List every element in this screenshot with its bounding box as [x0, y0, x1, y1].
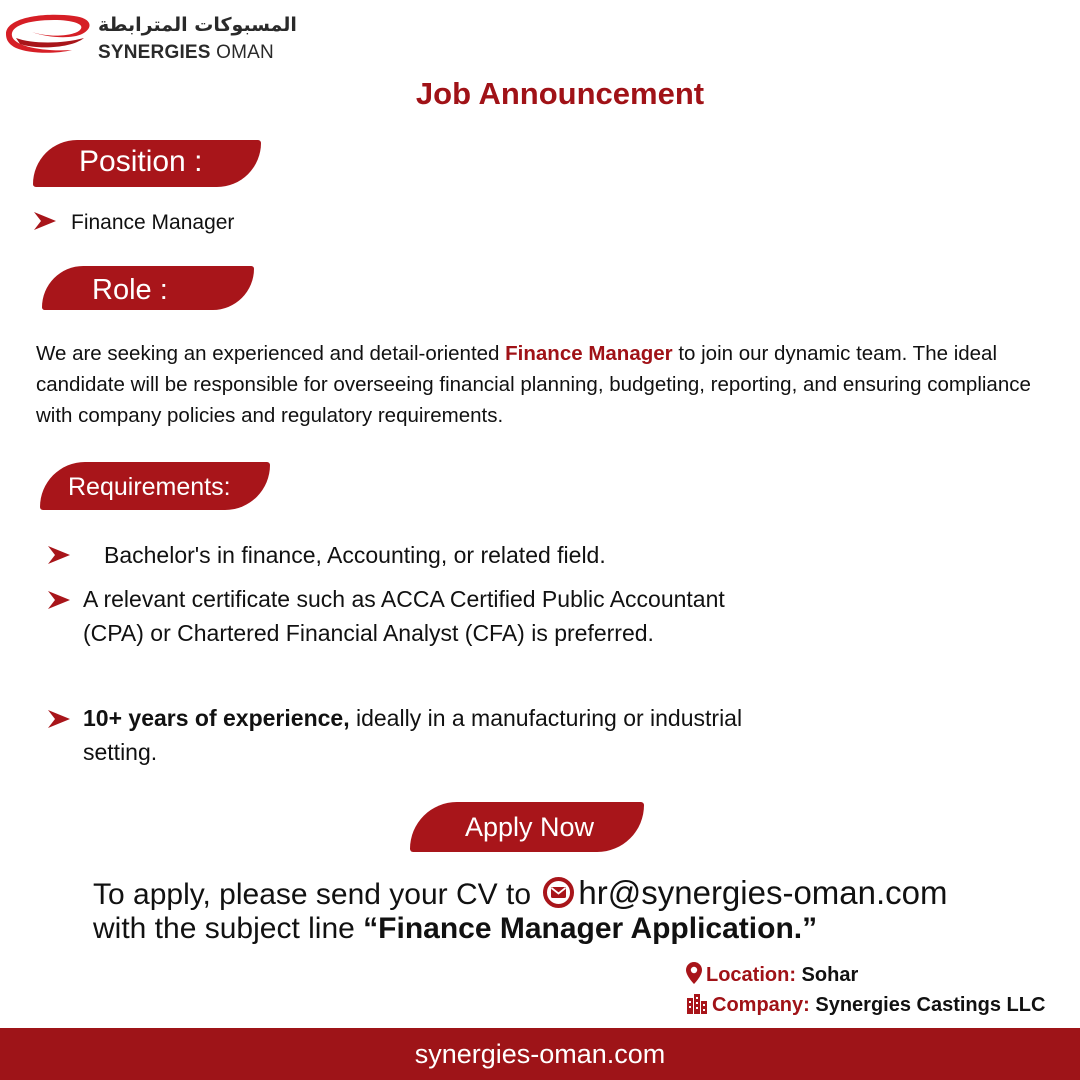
arrow-bullet-icon [48, 591, 70, 609]
position-item: Finance Manager [71, 211, 235, 234]
requirement-item-1: Bachelor's in finance, Accounting, or related field. [104, 542, 606, 568]
email-subject: “Finance Manager Application.” [363, 912, 818, 945]
requirement-item-3: 10+ years of experience, ideally in a manufacturing or industrial setting. [83, 705, 743, 765]
mail-icon [543, 877, 574, 908]
role-section-label: Role : [42, 266, 254, 310]
company-info: Company: Synergies Castings LLC [686, 994, 1045, 1017]
synergies-swoosh-icon [2, 8, 94, 58]
location-info: Location: Sohar [686, 962, 858, 987]
page-title: Job Announcement [415, 76, 705, 111]
requirements-section-label: Requirements: [40, 462, 270, 510]
arrow-bullet-icon [48, 710, 70, 728]
footer-website-link[interactable]: synergies-oman.com [0, 1028, 1080, 1080]
building-icon [686, 994, 708, 1014]
role-highlight: Finance Manager [505, 342, 673, 365]
email-link[interactable]: hr@synergies-oman.com [578, 874, 948, 911]
requirement-item-2: A relevant certificate such as ACCA Certified Public Accountant (CPA) or Chartered Financial Analyst (CFA) is preferred. [83, 586, 725, 646]
apply-now-button[interactable]: Apply Now [410, 802, 644, 852]
arrow-bullet-icon [48, 546, 70, 564]
logo-english-name: SYNERGIES OMAN [98, 42, 274, 63]
position-section-label: Position : [33, 140, 261, 187]
location-pin-icon [686, 962, 702, 984]
logo-arabic-name: المسبوكات المترابطة [98, 14, 297, 36]
arrow-bullet-icon [34, 212, 56, 230]
role-description: We are seeking an experienced and detail-oriented Finance Manager to join our dynamic team. The ideal candidate will be responsible for overseeing financial planning, budgeting, reporting, and ensuring compliance with company policies and regulatory requirements. [36, 342, 1031, 427]
apply-instructions: To apply, please send your CV to hr@synergies-oman.com with the subject line “Finance Manager Application.” [93, 874, 948, 945]
company-logo [2, 6, 297, 63]
